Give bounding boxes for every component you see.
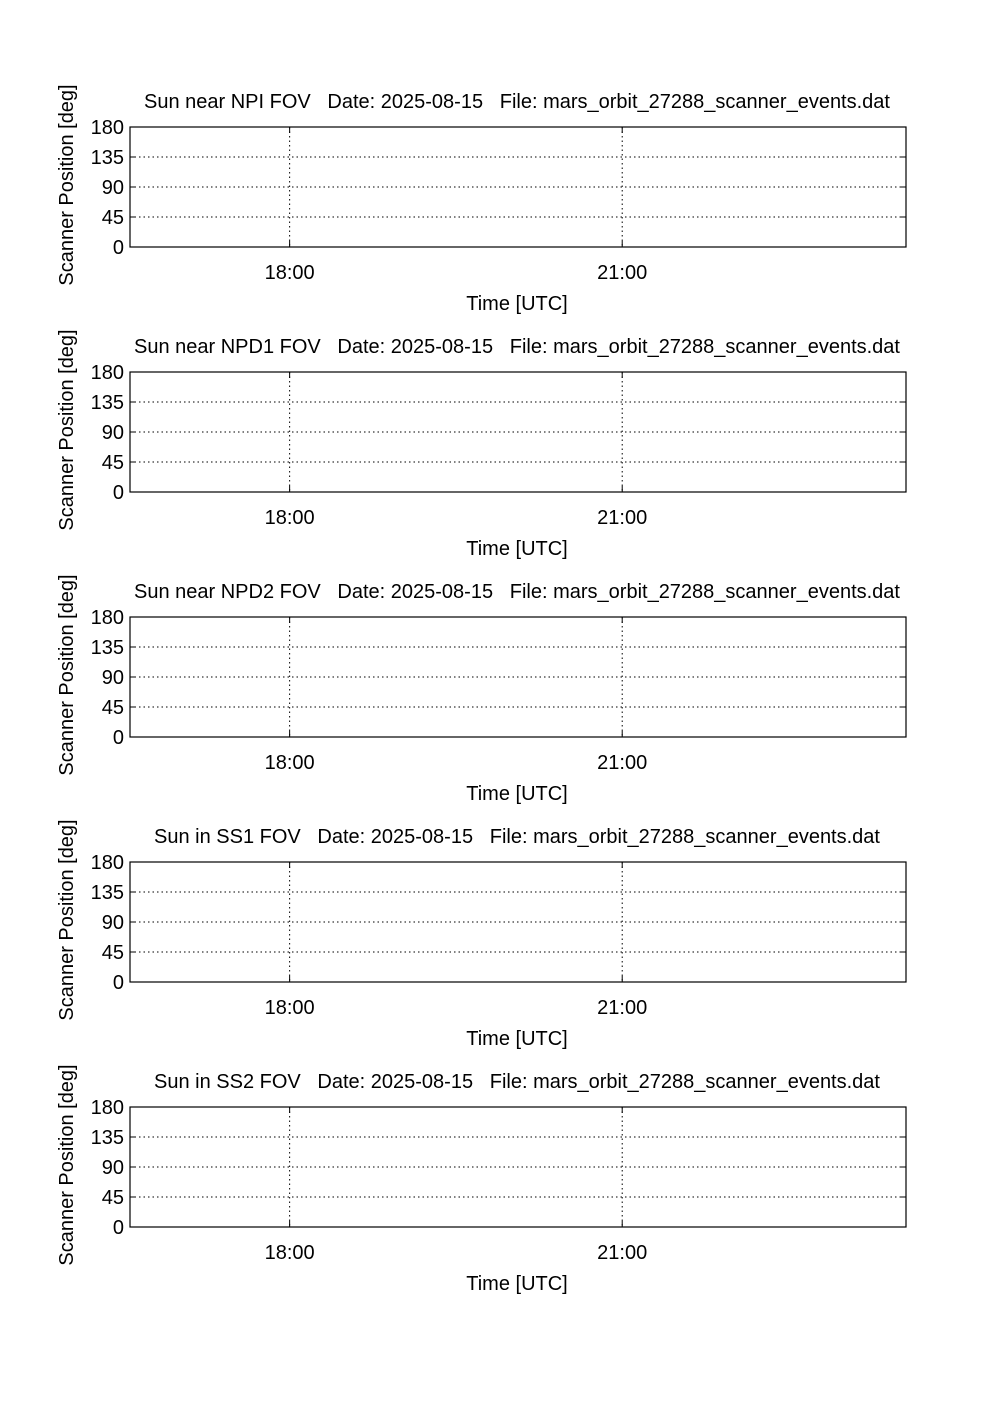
y-tick-label: 135 [90,1127,124,1149]
y-tick-label: 180 [90,117,124,139]
x-tick-label: 18:00 [264,997,315,1019]
y-tick-label: 45 [101,207,124,229]
x-tick-label: 21:00 [597,752,648,774]
y-tick-label: 135 [90,637,124,659]
y-tick-label: 135 [90,882,124,904]
chart-title: Sun near NPD1 FOV Date: 2025-08-15 File: mars_orbit_27288_scanner_events.dat [134,336,900,358]
y-axis-label: Scanner Position [deg] [56,329,78,531]
y-tick-label: 45 [101,452,124,474]
x-axis-label: Time [UTC] [466,538,568,560]
x-tick-label: 21:00 [597,1242,648,1264]
x-axis-label: Time [UTC] [466,293,568,315]
chart-title: Sun near NPI FOV Date: 2025-08-15 File: mars_orbit_27288_scanner_events.dat [144,91,890,113]
x-axis-label: Time [UTC] [466,783,568,805]
x-axis-label: Time [UTC] [466,1273,568,1295]
y-tick-label: 180 [90,852,124,874]
x-tick-label: 18:00 [264,752,315,774]
x-tick-label: 21:00 [597,997,648,1019]
x-axis-label: Time [UTC] [466,1028,568,1050]
chart-panel-1 [56,84,906,315]
y-tick-label: 90 [101,667,124,689]
chart-title: Sun in SS1 FOV Date: 2025-08-15 File: mars_orbit_27288_scanner_events.dat [154,826,880,848]
y-axis-label: Scanner Position [deg] [56,84,78,286]
y-axis-label: Scanner Position [deg] [56,819,78,1021]
x-tick-label: 18:00 [264,262,315,284]
y-tick-label: 0 [112,972,124,994]
x-tick-label: 18:00 [264,507,315,529]
y-tick-label: 0 [112,727,124,749]
y-tick-label: 180 [90,607,124,629]
x-tick-label: 21:00 [597,507,648,529]
y-tick-label: 45 [101,942,124,964]
chart-panel-3 [56,574,906,805]
y-tick-label: 90 [101,177,124,199]
y-tick-label: 90 [101,422,124,444]
chart-title: Sun near NPD2 FOV Date: 2025-08-15 File: mars_orbit_27288_scanner_events.dat [134,581,900,603]
chart-panel-2 [56,329,906,560]
y-tick-label: 135 [90,392,124,414]
y-tick-label: 45 [101,1187,124,1209]
y-axis-label: Scanner Position [deg] [56,574,78,776]
y-tick-label: 180 [90,362,124,384]
y-tick-label: 90 [101,912,124,934]
y-tick-label: 0 [112,482,124,504]
y-tick-label: 180 [90,1097,124,1119]
x-tick-label: 18:00 [264,1242,315,1264]
chart-panel-4 [56,819,906,1050]
y-tick-label: 0 [112,237,124,259]
chart-panel-5 [56,1064,906,1295]
x-tick-label: 21:00 [597,262,648,284]
y-tick-label: 45 [101,697,124,719]
chart-title: Sun in SS2 FOV Date: 2025-08-15 File: mars_orbit_27288_scanner_events.dat [154,1071,880,1093]
y-tick-label: 0 [112,1217,124,1239]
y-axis-label: Scanner Position [deg] [56,1064,78,1266]
y-tick-label: 90 [101,1157,124,1179]
y-tick-label: 135 [90,147,124,169]
